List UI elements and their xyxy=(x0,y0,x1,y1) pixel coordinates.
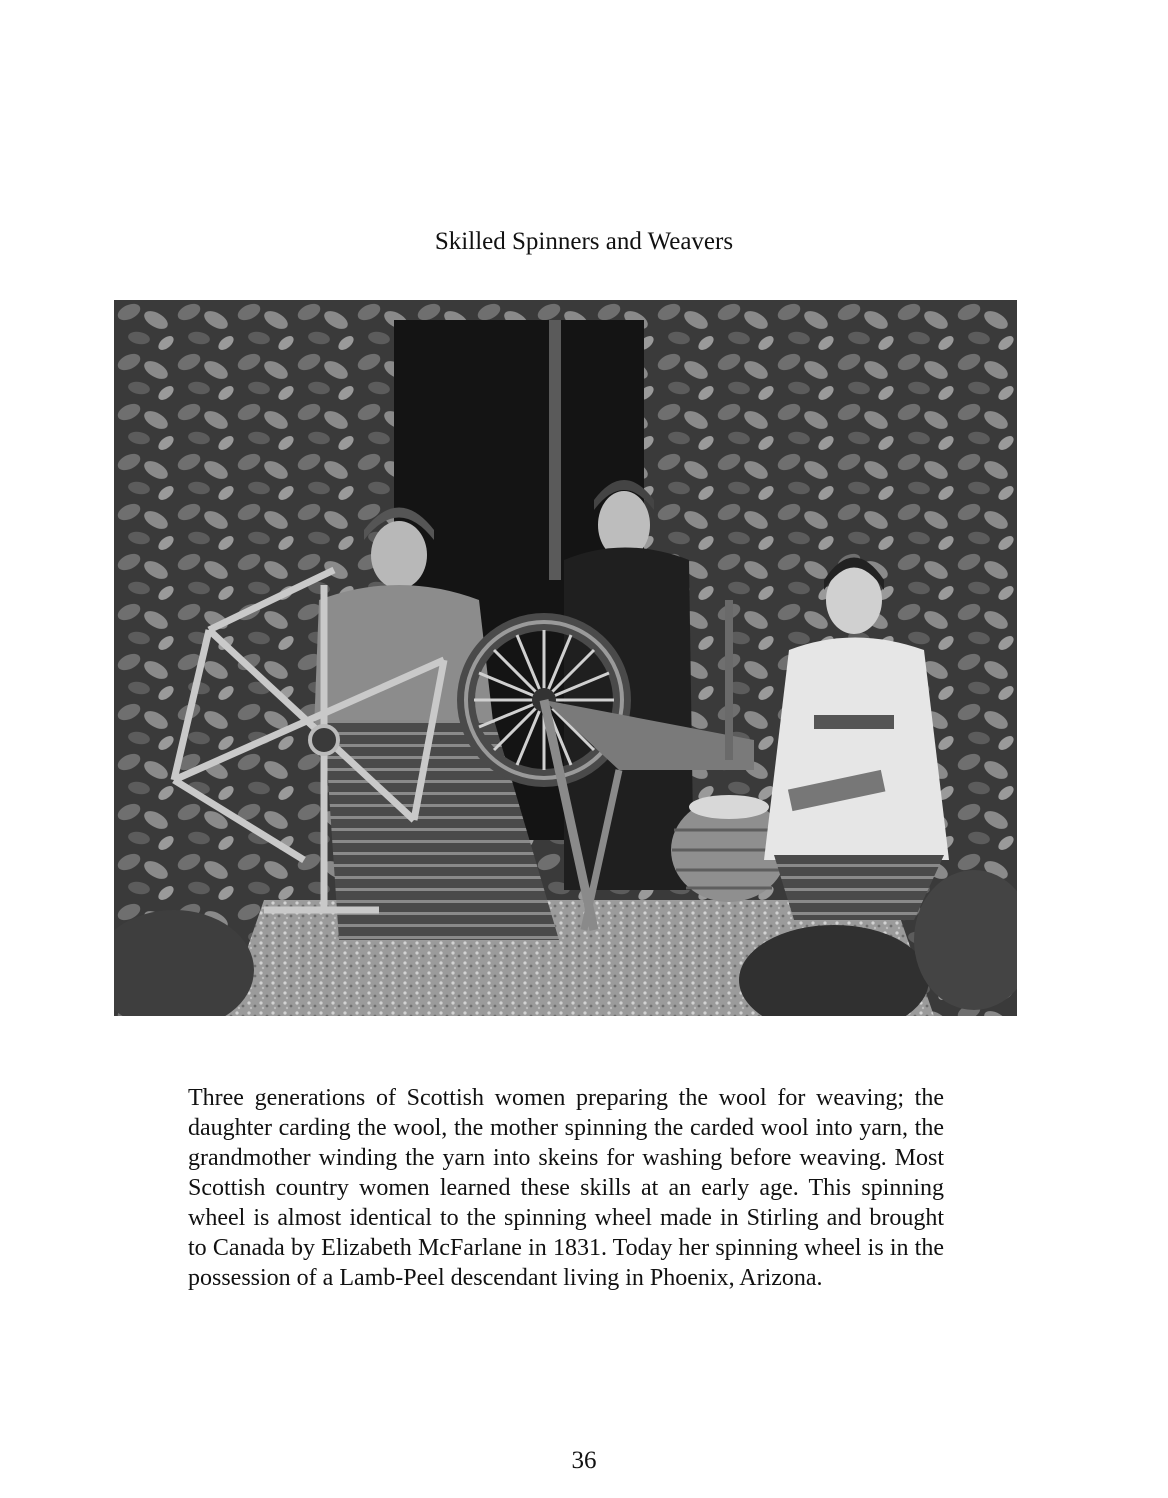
photograph xyxy=(114,300,1017,1016)
photograph-illustration xyxy=(114,300,1017,1016)
page-title: Skilled Spinners and Weavers xyxy=(434,228,734,255)
photo-caption: Three generations of Scottish women preparing the wool for weaving; the daughter carding the wool, the mother spinning the carded wool into yarn, the grandmother winding the yarn into skeins for washing before weaving. Most Scottish country women learned these skills at an early age. This spinning wheel is almost identical to the spinning wheel made in Stirling and brought to Canada by Elizabeth McFarlane in 1831. Today her spinning wheel is in the possession of a Lamb-Peel descendant living in Phoenix, Arizona. xyxy=(188,1085,944,1291)
page-number: 36 xyxy=(571,1447,597,1474)
